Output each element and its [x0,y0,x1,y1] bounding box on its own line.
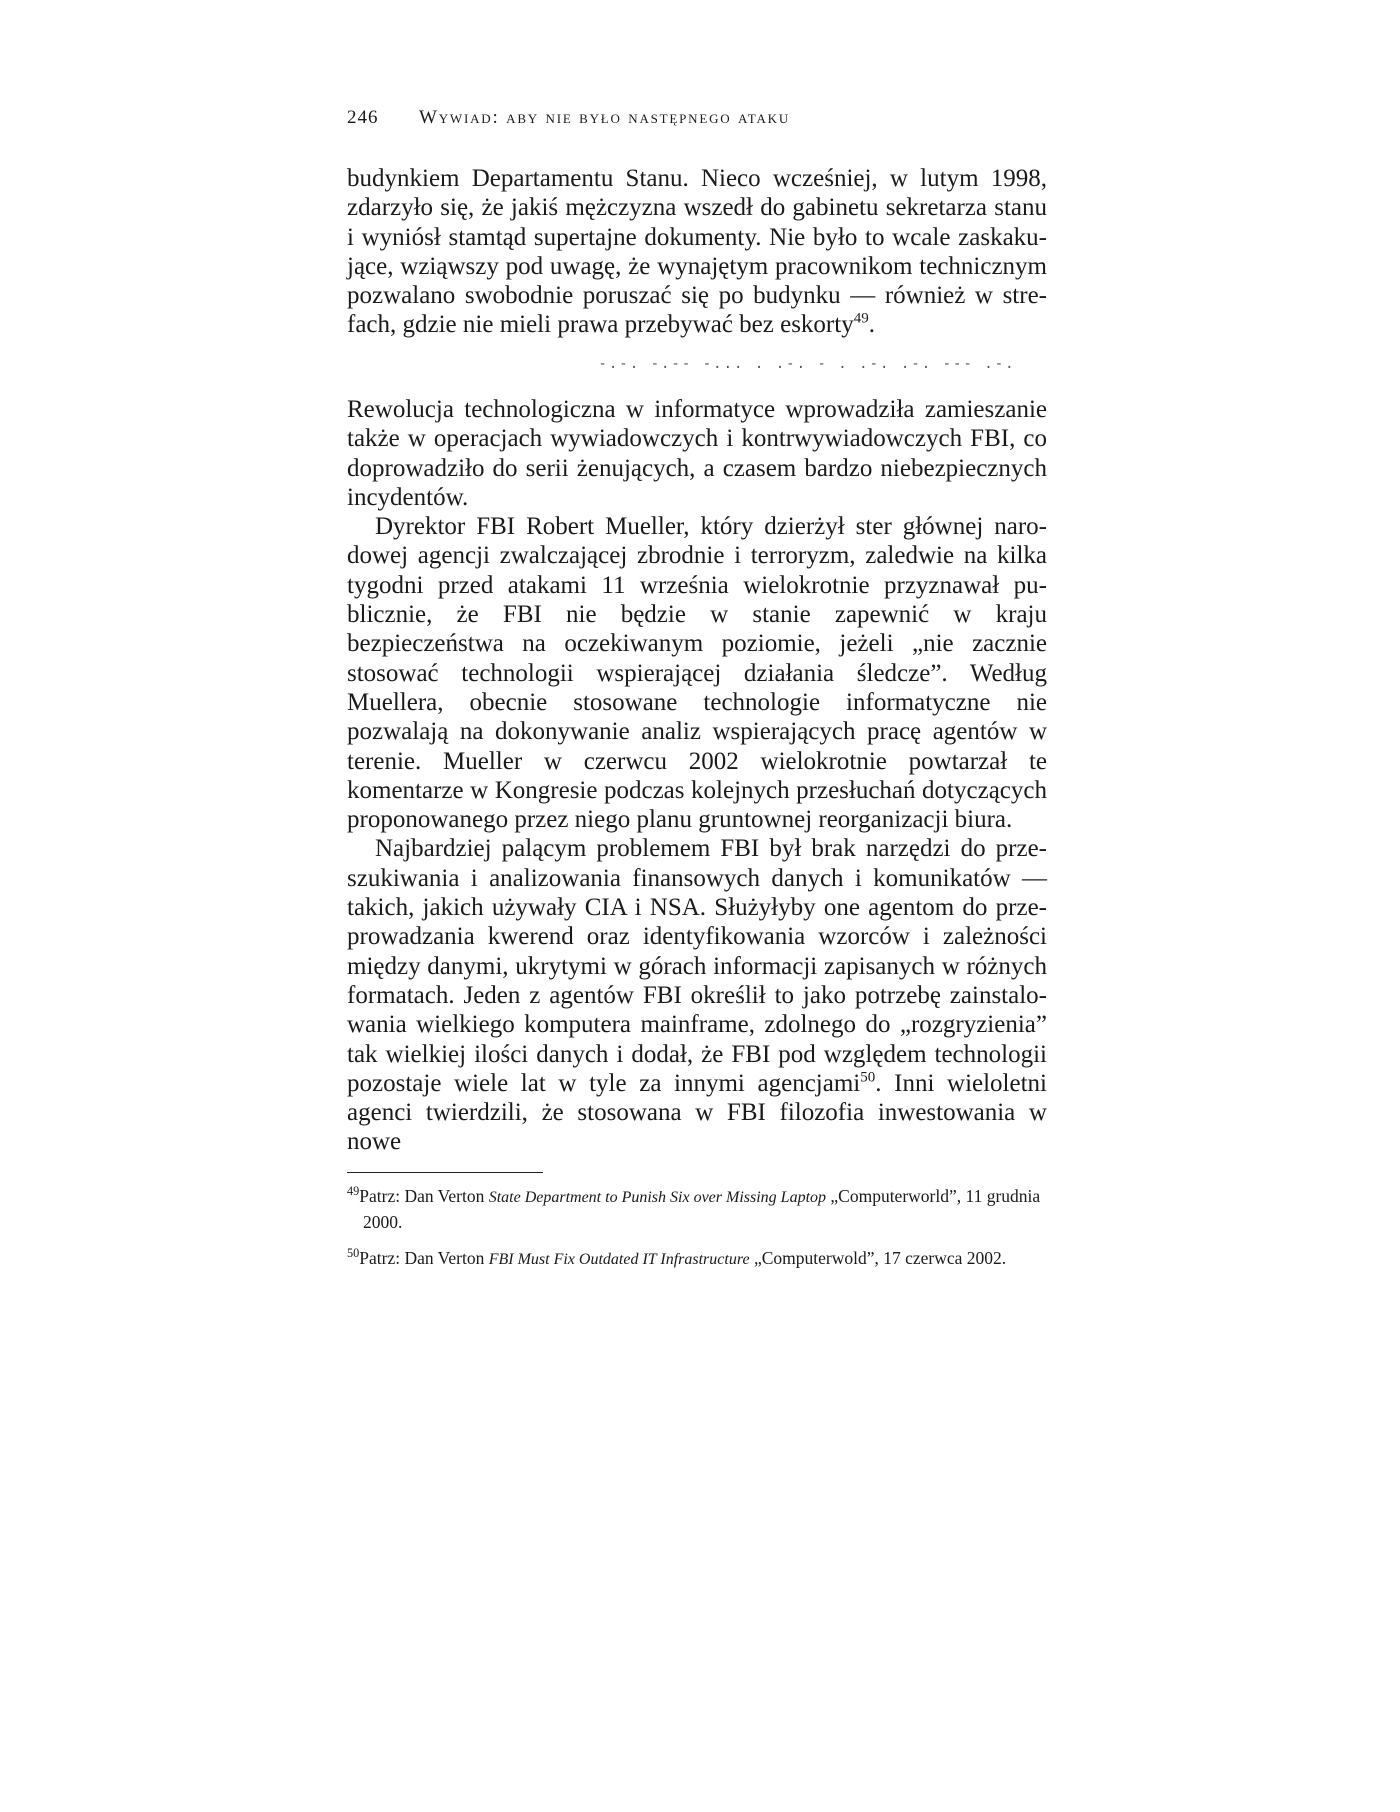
page-number: 246 [347,107,379,128]
section-divider: -.-. -.-- -... . .-. - . .-. .-. --- .-. [598,356,1016,372]
footnote-rule [347,1172,543,1173]
paragraph-text: Dyrektor FBI Robert Mueller, który dzierżył ster głównej narodowej agencji zwalczającej zbrodnie i terroryzm, zaledwie na kilka tygodni przed atakami 11 września wielokrotnie przyznawał publicznie, że FBI nie będzie w stanie zapewnić w kraju bezpieczeństwa na oczekiwanym poziomie, jeżeli „nie zacznie stosować technologii wspierającej działania śledcze”. Według Muellera, obecnie stosowane technologie informatyczne nie pozwalają na dokonywanie analiz wspierających pracę agentów w terenie. Mueller w czerwcu 2002 wielokrotnie powtarzał te komentarze w Kongresie podczas kolejnych przesłuchań dotyczących proponowanego przez niego planu gruntownej reorganizacji biura. [347,513,1047,834]
footnote-ref-50[interactable]: 50 [860,1069,876,1086]
paragraph-tools [347,834,1047,1156]
paragraph-text: Najbardziej palącym problemem FBI był brak narzędzi do przeszukiwania i analizowania finansowych danych i komunikatów — takich, jakich używały CIA i NSA. Służyłyby one agentom do przeprowadzania kwerend oraz identyfikowania wzorców i zależności między danymi, ukrytymi w górach informacji zapisanych w różnych formatach. Jeden z agentów FBI określił to jako potrzebę zainstalowania wielkiego komputera mainframe, zdolnego do „rozgryzienia” tak wielkiej ilości danych i dodał, że FBI pod względem technologii pozostaje wiele lat w tyle za innymi agencjami [347,835,1047,1097]
footnote-ref-49[interactable]: 49 [853,311,869,328]
paragraph-mueller [347,512,1047,834]
text-block-continued [347,164,1047,340]
footnote-suffix: „Computerwold”, 17 czerwca 2002. [749,1248,1007,1268]
book-page [347,0,1047,1812]
footnote-50 [347,1246,1047,1272]
footnote-article-title: FBI Must Fix Outdated IT Infrastructure [488,1251,750,1268]
paragraph-intro [347,395,1047,512]
paragraph-tail: . Inni wieloletni agenci twierdzili, że stosowana w FBI filozofia inwestowania w nowe [347,1069,1047,1156]
footnotes [347,1184,1047,1284]
footnote-prefix: Patrz: Dan Verton [359,1186,489,1206]
paragraph-text: budynkiem Departamentu Stanu. Nieco wcześniej, w lutym 1998, zdarzyło się, że jakiś mężczyzna wszedł do gabinetu sekretarza stanu i wyniósł stamtąd supertajne dokumenty. Nie było to wcale zaskakujące, wziąwszy pod uwagę, że wynajętym pracownikom technicznym pozwalano swobodnie poruszać się po budynku — również w strefach, gdzie nie mieli prawa przebywać bez eskorty [347,165,1047,339]
footnote-article-title: State Department to Punish Six over Missing Laptop [488,1189,827,1206]
paragraph-continued [347,164,1047,340]
footnote-49 [347,1184,1047,1234]
footnote-suffix: „Computerworld”, 11 grudnia 2000. [363,1186,1041,1232]
footnote-prefix: Patrz: Dan Verton [359,1248,489,1268]
footnote-number: 49 [347,1184,360,1199]
running-head [347,104,1047,132]
footnote-number: 50 [347,1246,360,1261]
paragraph-text: Rewolucja technologiczna w informatyce wprowadziła zamieszanie także w operacjach wywiadowczych i kontrwywiadowczych FBI, co doprowadziło do serii żenujących, a czasem bardzo niebezpiecznych incydentów. [347,396,1047,511]
text-block-section [347,395,1047,1157]
paragraph-tail: . [868,311,875,339]
running-title: Wywiad: aby nie było następnego ataku [419,107,791,128]
